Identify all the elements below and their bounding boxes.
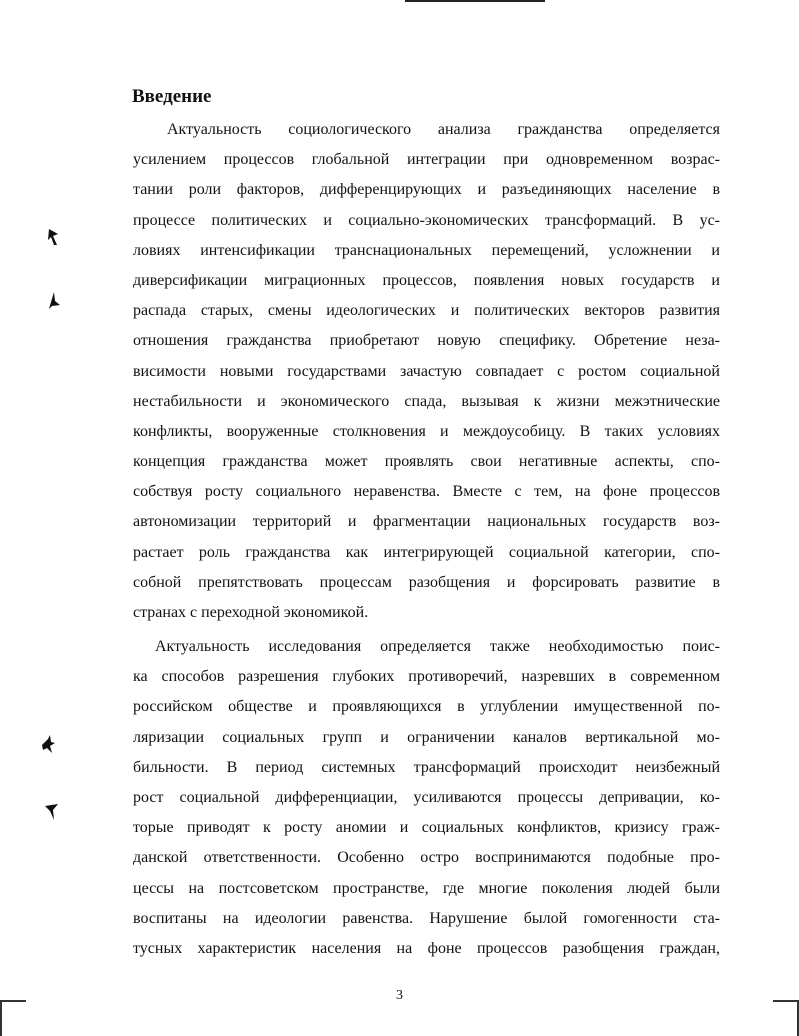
hole-punch-mark-icon <box>46 290 62 312</box>
text-line: тании роли факторов, дифференцирующих и разъединяющих население в <box>133 181 720 199</box>
text-line: конфликты, вооруженные столкновения и междоусобицу. В таких условиях <box>133 422 720 440</box>
text-line: торые приводят к росту аномии и социальных конфликтов, кризису граж- <box>133 819 720 837</box>
text-line: нестабильности и экономического спада, вызывая к жизни межэтнические <box>133 392 720 410</box>
text-line: странах с переходной экономикой. <box>133 604 369 621</box>
text-line: Актуальность исследования определяется также необходимостью поис- <box>155 638 720 655</box>
text-line: отношения гражданства приобретают новую специфику. Обретение неза- <box>133 332 720 350</box>
text-line: диверсификации миграционных процессов, появления новых государств и <box>133 271 720 289</box>
text-line: ловиях интенсификации транснациональных перемещений, усложнении и <box>133 241 720 259</box>
text-line: растает роль гражданства как интегрирующей социальной категории, спо- <box>133 543 720 561</box>
scan-corner-mark-right <box>773 1000 799 1036</box>
text-line: данской ответственности. Особенно остро воспринимаются подобные про- <box>133 849 720 867</box>
text-line: воспитаны на идеологии равенства. Нарушение былой гомогенности ста- <box>133 909 720 927</box>
text-line: цессы на постсоветском пространстве, где многие поколения людей были <box>133 879 720 897</box>
text-line: Актуальность социологического анализа гражданства определяется <box>167 121 720 138</box>
hole-punch-mark-icon <box>44 800 60 822</box>
hole-punch-mark-icon <box>40 734 56 756</box>
text-line: российском обществе и проявляющихся в углублении имущественной по- <box>133 698 720 716</box>
scan-corner-mark-left <box>0 1000 26 1036</box>
text-line: рост социальной дифференциации, усиливаются процессы депривации, ко- <box>133 788 720 806</box>
text-line: концепция гражданства может проявлять свои негативные аспекты, спо- <box>133 453 720 471</box>
top-rule-decoration <box>405 0 545 2</box>
hole-punch-mark-icon <box>46 226 62 248</box>
paragraph-1 <box>133 115 720 628</box>
text-line: ка способов разрешения глубоких противоречий, назревших в современном <box>133 668 720 686</box>
text-line: бильности. В период системных трансформаций происходит неизбежный <box>133 758 720 776</box>
text-line: собствуя росту социального неравенства. Вместе с тем, на фоне процессов <box>133 483 720 501</box>
text-line: ляризации социальных групп и ограничении каналов вертикальной мо- <box>133 728 720 746</box>
text-line: автономизации территорий и фрагментации национальных государств воз- <box>133 513 720 531</box>
text-line: процессе политических и социально-экономических трансформаций. В ус- <box>133 211 720 229</box>
text-line: распада старых, смены идеологических и политических векторов развития <box>133 302 720 320</box>
page-heading: Введение <box>132 86 212 107</box>
text-line: усилением процессов глобальной интеграции при одновременном возрас- <box>133 151 720 169</box>
text-line: собной препятствовать процессам разобщения и форсировать развитие в <box>133 573 720 591</box>
page-number: 3 <box>396 988 403 1003</box>
text-line: тусных характеристик населения на фоне процессов разобщения граждан, <box>133 939 720 957</box>
text-line: висимости новыми государствами зачастую совпадает с ростом социальной <box>133 362 720 380</box>
paragraph-2 <box>133 632 720 964</box>
